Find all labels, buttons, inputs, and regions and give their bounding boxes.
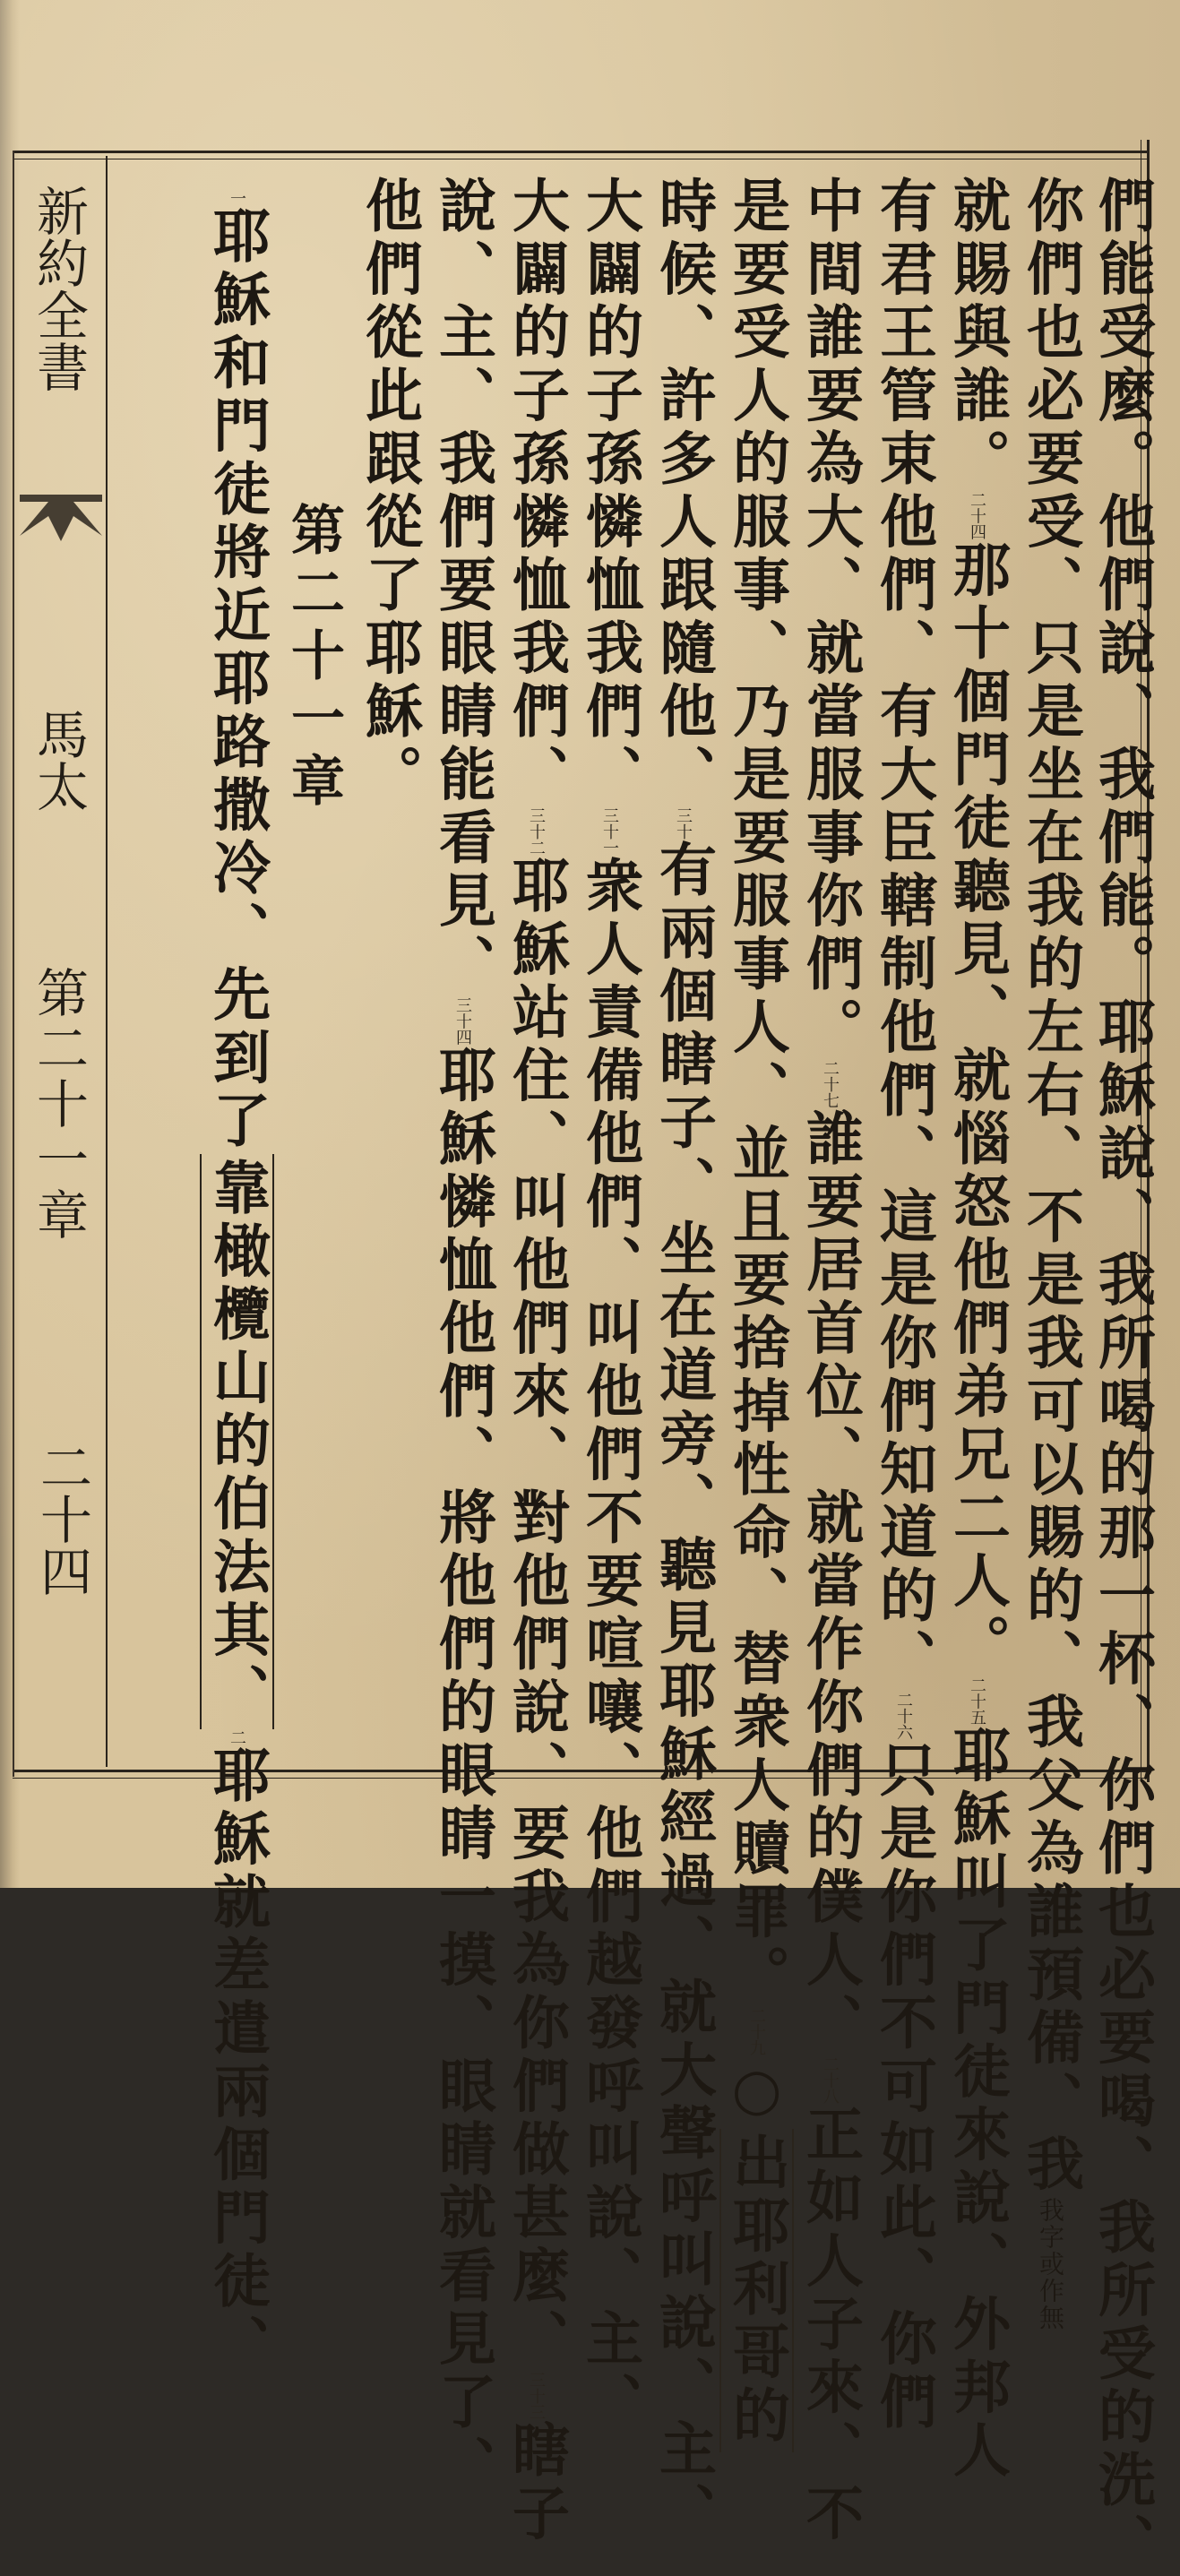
place-name-jericho: 出耶利哥的 <box>719 2129 794 2452</box>
text-column-8: 大闢的子孫憐恤我們、三十一衆人責備他們、叫他們不要喧嚷、他們越發呼叫說、主、 <box>576 176 643 2435</box>
section-marker: ○ <box>723 2055 790 2129</box>
text-column-13: 一耶穌和門徒將近耶路撒冷、先到了靠橄欖山的伯法其、二耶穌就差遣兩個門徒、 <box>208 190 265 2377</box>
page-number: 二十四 <box>31 1441 92 1597</box>
verse-number: 二十九 <box>747 2007 766 2056</box>
text-column-4: 有君王管束他們、有大臣轄制他們、這是你們知道的、二十六只是你們不可如此、你們 <box>870 176 937 2435</box>
gospel-name: 馬太 <box>28 708 89 812</box>
text-column-10: 說、主、我們要眼睛能看見、三十四耶穌憐恤他們、將他們的眼睛一摸、眼睛就看見了、 <box>429 176 496 2498</box>
verse-number: 三十三 <box>527 2372 546 2420</box>
verse-number: 三十 <box>674 807 693 840</box>
verse-number: 一 <box>228 190 246 206</box>
place-name-bethphage: 靠橄欖山的伯法其、 <box>200 1154 274 1730</box>
text-column-6: 是要受人的服事、乃是要服事人、並且要捨掉性命、替衆人贖罪。二十九○出耶利哥的 <box>728 176 785 2452</box>
verse-number: 三十四 <box>453 996 472 1046</box>
margin-gutter-line <box>106 156 108 1767</box>
verse-number: 三十一 <box>600 807 619 856</box>
verse-number: 二十六 <box>894 1692 913 1740</box>
text-column-7: 時候、許多人跟隨他、三十有兩個瞎子、坐在道旁、聽見耶穌經過、就大聲呼叫說、主、 <box>650 176 717 2546</box>
text-column-3: 就賜與誰。二十四那十個門徒聽見、就惱怒他們弟兄二人。二十五耶穌叫了門徒來說、外邦人 <box>943 176 1011 2484</box>
text-column-1: 們能受麼。他們說、我們能。耶穌說、我所喝的那一杯、你們也必要喝、我所受的洗、 <box>1089 176 1156 2576</box>
text-column-5: 中間誰要為大、就當服事你們。二十七誰要居首位、就當作你們的僕人、二十八正如人子來、不 <box>797 176 864 2546</box>
verse-number: 二 <box>228 1729 246 1745</box>
fishtail-marker-icon <box>20 489 102 541</box>
chapter-label: 第二十一章 <box>28 966 89 1244</box>
text-column-9: 大闢的子孫憐恤我們、三十二耶穌站住、叫他們來、對他們說、要我為你們做甚麼、三十三瞎子 <box>503 176 570 2546</box>
verse-number: 二十四 <box>968 491 986 540</box>
frame-left-border <box>13 151 14 1777</box>
frame-top-border <box>13 151 1150 159</box>
chapter-heading: 第二十一章 <box>282 502 345 815</box>
variant-note: 我字或作無 <box>1036 2197 1065 2331</box>
text-column-11: 他們從此跟從了耶穌。 <box>356 176 423 807</box>
book-title: 新約全書 <box>28 185 89 392</box>
verse-number: 二十五 <box>968 1676 986 1726</box>
verse-number: 二十八 <box>821 2055 840 2105</box>
verse-number: 二十七 <box>821 1060 840 1108</box>
verse-number: 三十二 <box>527 807 546 856</box>
text-column-2: 你們也必要受、只是坐在我的左右、不是我可以賜的、我父為誰預備、我我字或作無 <box>1017 176 1084 2331</box>
